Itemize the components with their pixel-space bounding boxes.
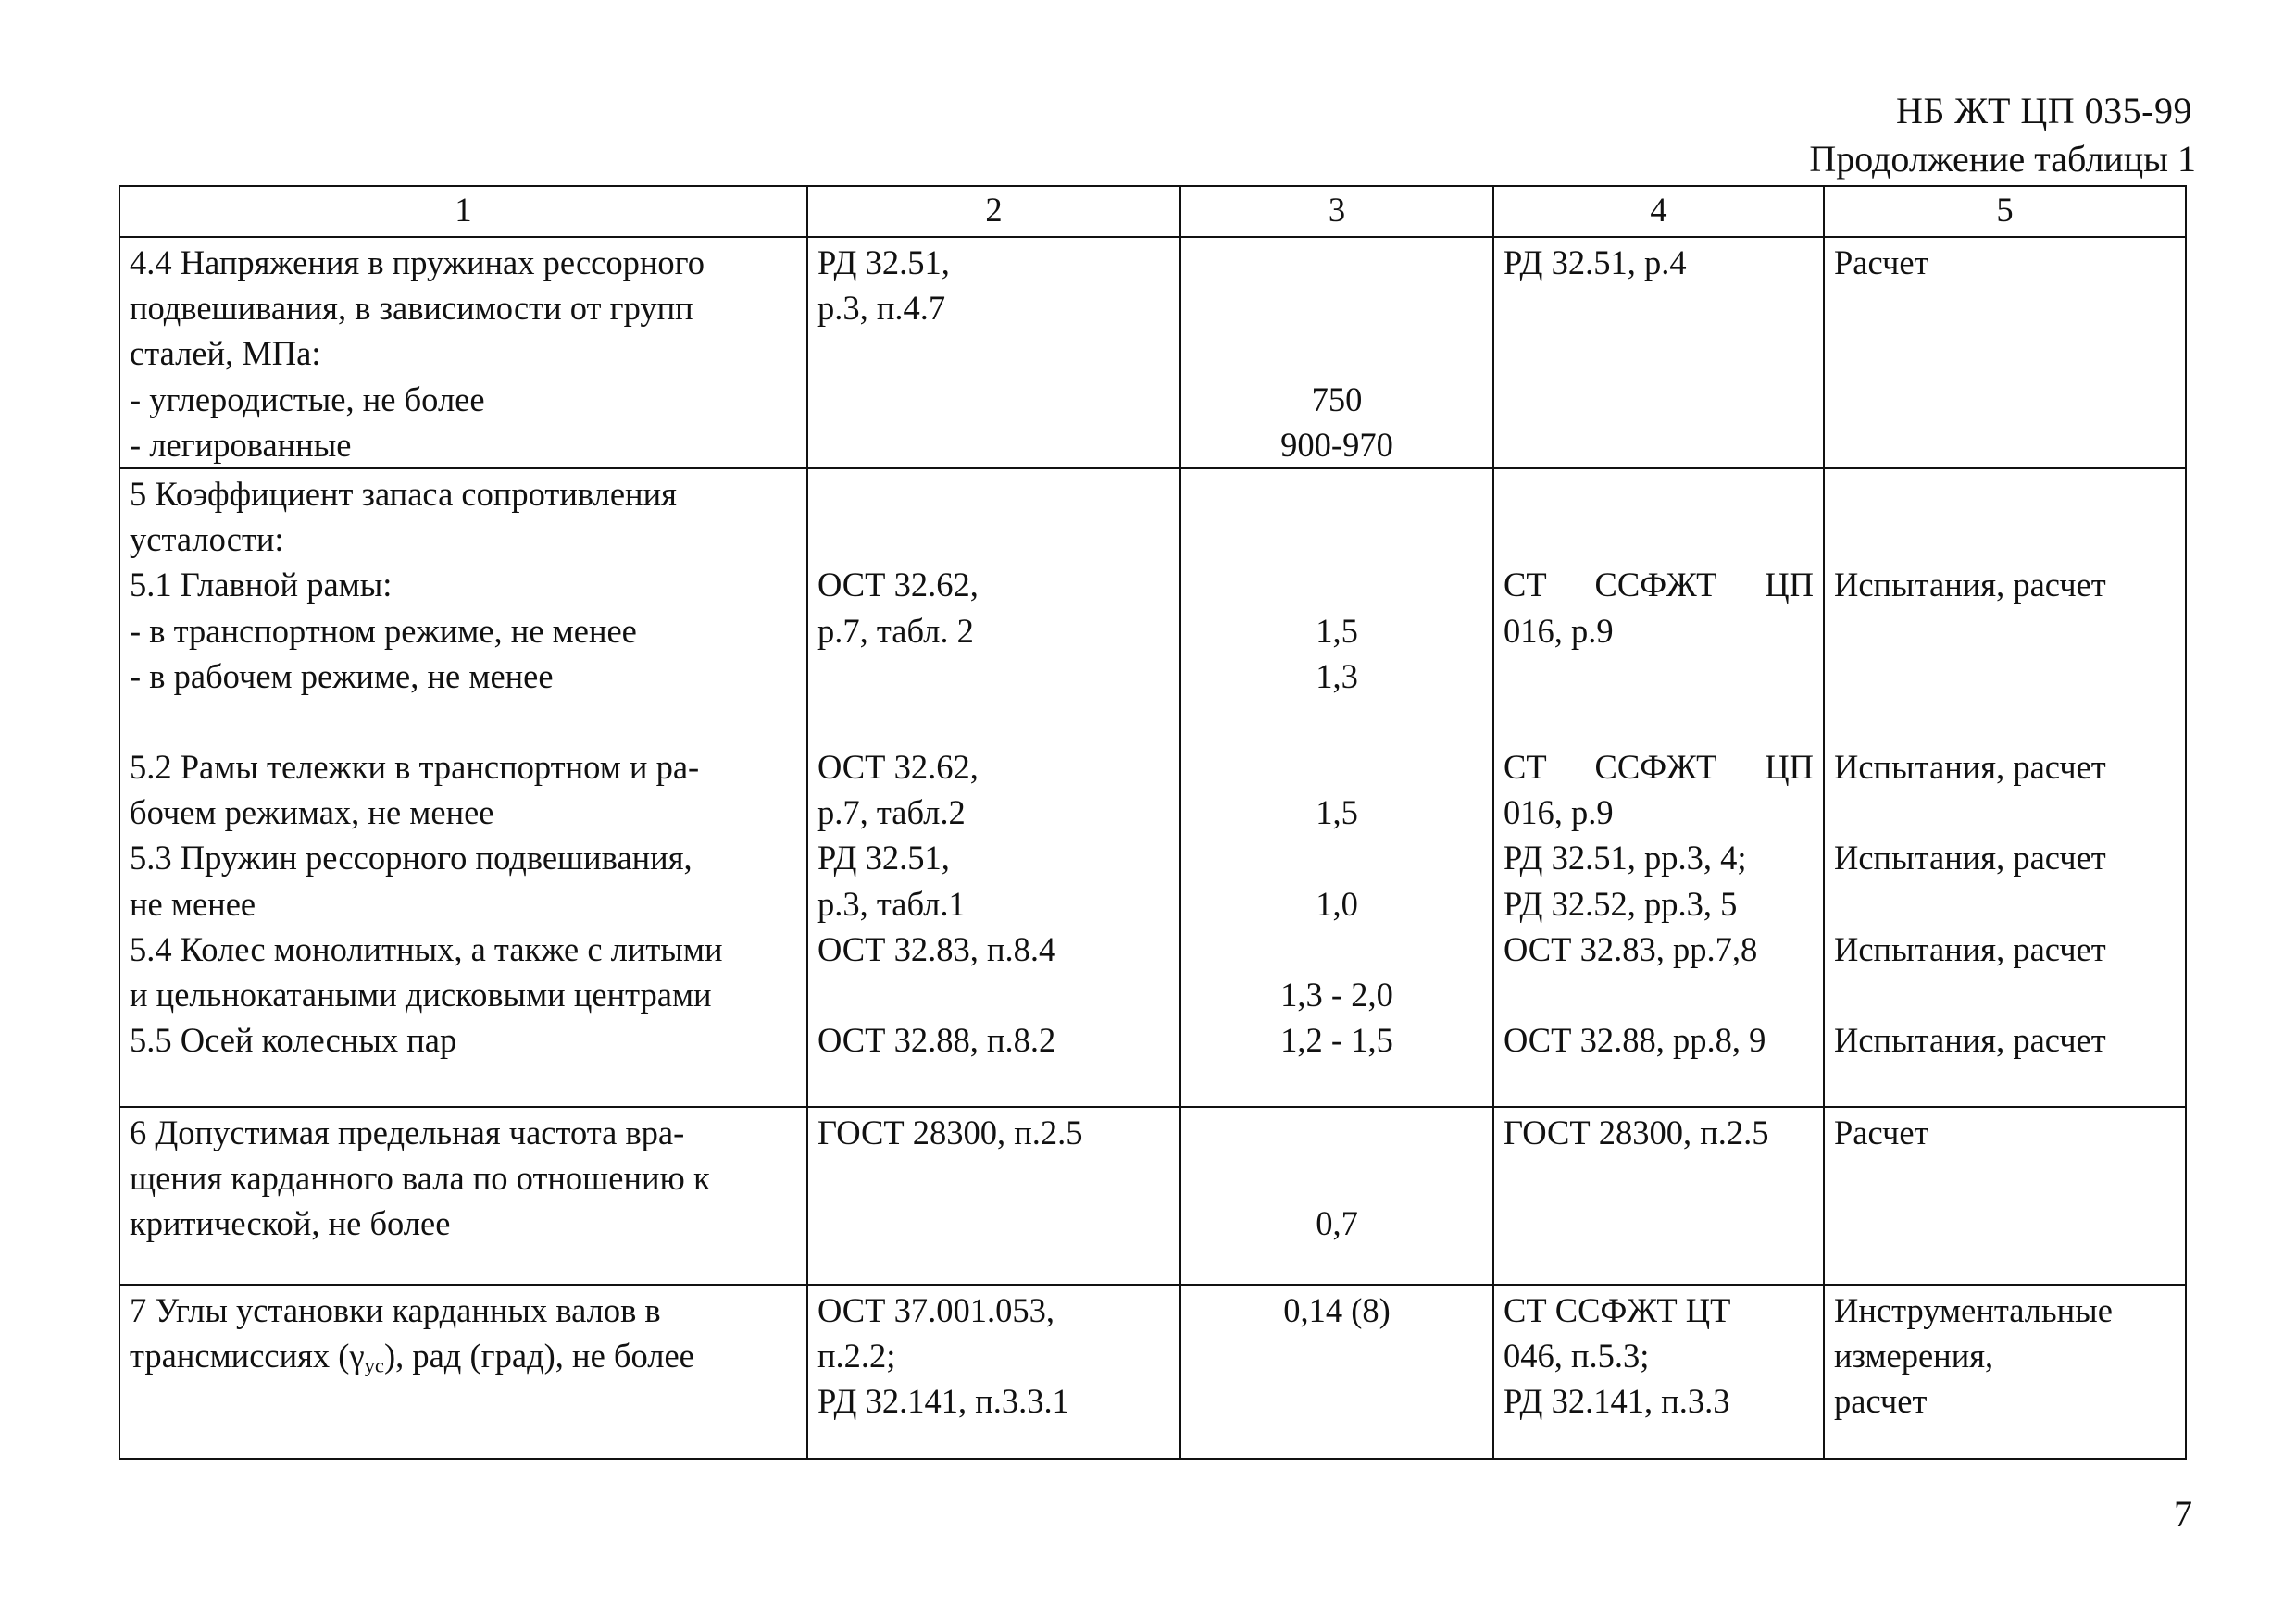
table-header-row <box>119 186 2186 237</box>
requirements-table <box>119 185 2187 1460</box>
method-doc-cell <box>1493 468 1824 1107</box>
page-number: 7 <box>2174 1493 2192 1535</box>
cell-line: РД 32.141, п.3.3 <box>1504 1382 1730 1421</box>
cell-line: - углеродистые, не более <box>130 380 485 418</box>
cell-line: расчет <box>1834 1382 1928 1421</box>
table-row <box>119 468 2186 1107</box>
cell-line: подвешивания, в зависимости от групп <box>130 289 693 328</box>
gamma-subscript: ус <box>364 1353 384 1377</box>
cell-line: Испытания, расчет <box>1834 566 2106 604</box>
cell-word: СТ <box>1504 566 1547 604</box>
cell-line: не менее <box>130 884 256 923</box>
cell-line: ОСТ 32.62, <box>817 566 979 604</box>
cell-line: измерения, <box>1834 1337 1994 1375</box>
cell-line: бочем режимах, не менее <box>130 793 494 832</box>
column-header: 4 <box>1493 186 1824 237</box>
cell-word: СТ <box>1504 748 1547 787</box>
value-cell <box>1180 1107 1493 1285</box>
cell-line: 1,5 <box>1316 793 1358 832</box>
table-row <box>119 237 2186 468</box>
cell-line: 5.1 Главной рамы: <box>130 566 393 604</box>
cell-line: Инструментальные <box>1834 1290 2113 1329</box>
cell-line: щения карданного вала по отношению к <box>130 1159 710 1198</box>
method-doc-cell <box>1493 237 1824 468</box>
cell-word: ЦП <box>1765 566 1814 604</box>
cell-line: 046, п.5.3; <box>1504 1337 1650 1375</box>
value-cell <box>1180 1285 1493 1459</box>
cell-line: 016, р.9 <box>1504 611 1614 650</box>
reference-doc-cell <box>807 237 1180 468</box>
cell-line: 900-970 <box>1280 425 1393 464</box>
cell-line: - в рабочем режиме, не менее <box>130 656 554 695</box>
value-cell <box>1180 468 1493 1107</box>
cell-text: ), рад (град), не более <box>383 1337 694 1375</box>
control-method-cell <box>1824 1285 2186 1459</box>
cell-line <box>1504 744 1814 790</box>
cell-line: 5.4 Колес монолитных, а также с литыми <box>130 929 723 968</box>
column-header: 2 <box>807 186 1180 237</box>
cell-line: 0,14 (8) <box>1283 1290 1391 1329</box>
parameter-cell <box>119 1107 807 1285</box>
cell-line: Расчет <box>1834 1113 1929 1151</box>
table-row <box>119 1285 2186 1459</box>
cell-line: СТ ССФЖТ ЦТ <box>1504 1290 1731 1329</box>
cell-line: ОСТ 32.62, <box>817 748 979 787</box>
cell-line: РД 32.51, рр.3, 4; <box>1504 839 1747 877</box>
cell-line: Испытания, расчет <box>1834 839 2106 877</box>
cell-line: 1,0 <box>1316 884 1358 923</box>
cell-line: Испытания, расчет <box>1834 929 2106 968</box>
column-header: 1 <box>119 186 807 237</box>
cell-line: Испытания, расчет <box>1834 748 2106 787</box>
cell-line: 1,3 <box>1316 656 1358 695</box>
cell-line: р.7, табл. 2 <box>817 611 974 650</box>
cell-line: 4.4 Напряжения в пружинах рессорного <box>130 243 705 281</box>
table-continuation-label: Продолжение таблицы 1 <box>1809 138 2196 180</box>
cell-line: 016, р.9 <box>1504 793 1614 832</box>
cell-line: РД 32.51, р.4 <box>1504 243 1687 281</box>
parameter-cell <box>119 468 807 1107</box>
cell-line: 5 Коэффициент запаса сопротивления <box>130 474 677 513</box>
value-cell <box>1180 237 1493 468</box>
cell-line: 6 Допустимая предельная частота вра- <box>130 1113 685 1151</box>
cell-line: ОСТ 32.83, п.8.4 <box>817 929 1056 968</box>
cell-line: критической, не более <box>130 1204 451 1243</box>
cell-line: РД 32.52, рр.3, 5 <box>1504 884 1738 923</box>
cell-line: Испытания, расчет <box>1834 1021 2106 1060</box>
control-method-cell <box>1824 1107 2186 1285</box>
cell-line <box>1504 562 1814 607</box>
cell-line: 750 <box>1311 380 1363 418</box>
cell-line: 5.5 Осей колесных пар <box>130 1021 457 1060</box>
cell-line: 5.2 Рамы тележки в транспортном и ра- <box>130 748 700 787</box>
cell-line: ОСТ 32.88, п.8.2 <box>817 1021 1056 1060</box>
cell-line: ГОСТ 28300, п.2.5 <box>817 1113 1083 1151</box>
cell-line: ОСТ 32.83, рр.7,8 <box>1504 929 1758 968</box>
cell-line: ОСТ 37.001.053, <box>817 1290 1054 1329</box>
control-method-cell <box>1824 237 2186 468</box>
cell-word: ССФЖТ <box>1594 748 1717 787</box>
cell-line: РД 32.51, <box>817 243 950 281</box>
cell-line: р.3, п.4.7 <box>817 289 946 328</box>
cell-line: РД 32.141, п.3.3.1 <box>817 1382 1069 1421</box>
cell-line: 1,3 - 2,0 <box>1280 976 1393 1014</box>
cell-line: и цельнокатаными дисковыми центрами <box>130 976 712 1014</box>
cell-word: ЦП <box>1765 748 1814 787</box>
cell-line: ГОСТ 28300, п.2.5 <box>1504 1113 1769 1151</box>
table-row <box>119 1107 2186 1285</box>
cell-line: ОСТ 32.88, рр.8, 9 <box>1504 1021 1766 1060</box>
cell-text: трансмиссиях (γ <box>130 1337 365 1375</box>
column-header: 5 <box>1824 186 2186 237</box>
method-doc-cell <box>1493 1285 1824 1459</box>
cell-line <box>130 1333 797 1378</box>
reference-doc-cell <box>807 1107 1180 1285</box>
cell-line: 7 Углы установки карданных валов в <box>130 1290 661 1329</box>
cell-line: 0,7 <box>1316 1204 1358 1243</box>
parameter-cell <box>119 237 807 468</box>
cell-line: р.3, табл.1 <box>817 884 966 923</box>
control-method-cell <box>1824 468 2186 1107</box>
cell-line: р.7, табл.2 <box>817 793 966 832</box>
reference-doc-cell <box>807 468 1180 1107</box>
cell-word: ССФЖТ <box>1594 566 1717 604</box>
cell-line: 1,5 <box>1316 611 1358 650</box>
cell-line: - легированные <box>130 425 352 464</box>
cell-line: РД 32.51, <box>817 839 950 877</box>
cell-line: усталости: <box>130 520 284 559</box>
cell-line: Расчет <box>1834 243 1929 281</box>
method-doc-cell <box>1493 1107 1824 1285</box>
cell-line: п.2.2; <box>817 1337 896 1375</box>
cell-line: 5.3 Пружин рессорного подвешивания, <box>130 839 693 877</box>
column-header: 3 <box>1180 186 1493 237</box>
cell-line: - в транспортном режиме, не менее <box>130 611 637 650</box>
parameter-cell <box>119 1285 807 1459</box>
cell-line: сталей, МПа: <box>130 334 321 373</box>
cell-line: 1,2 - 1,5 <box>1280 1021 1393 1060</box>
reference-doc-cell <box>807 1285 1180 1459</box>
document-code: НБ ЖТ ЦП 035-99 <box>1895 90 2192 131</box>
